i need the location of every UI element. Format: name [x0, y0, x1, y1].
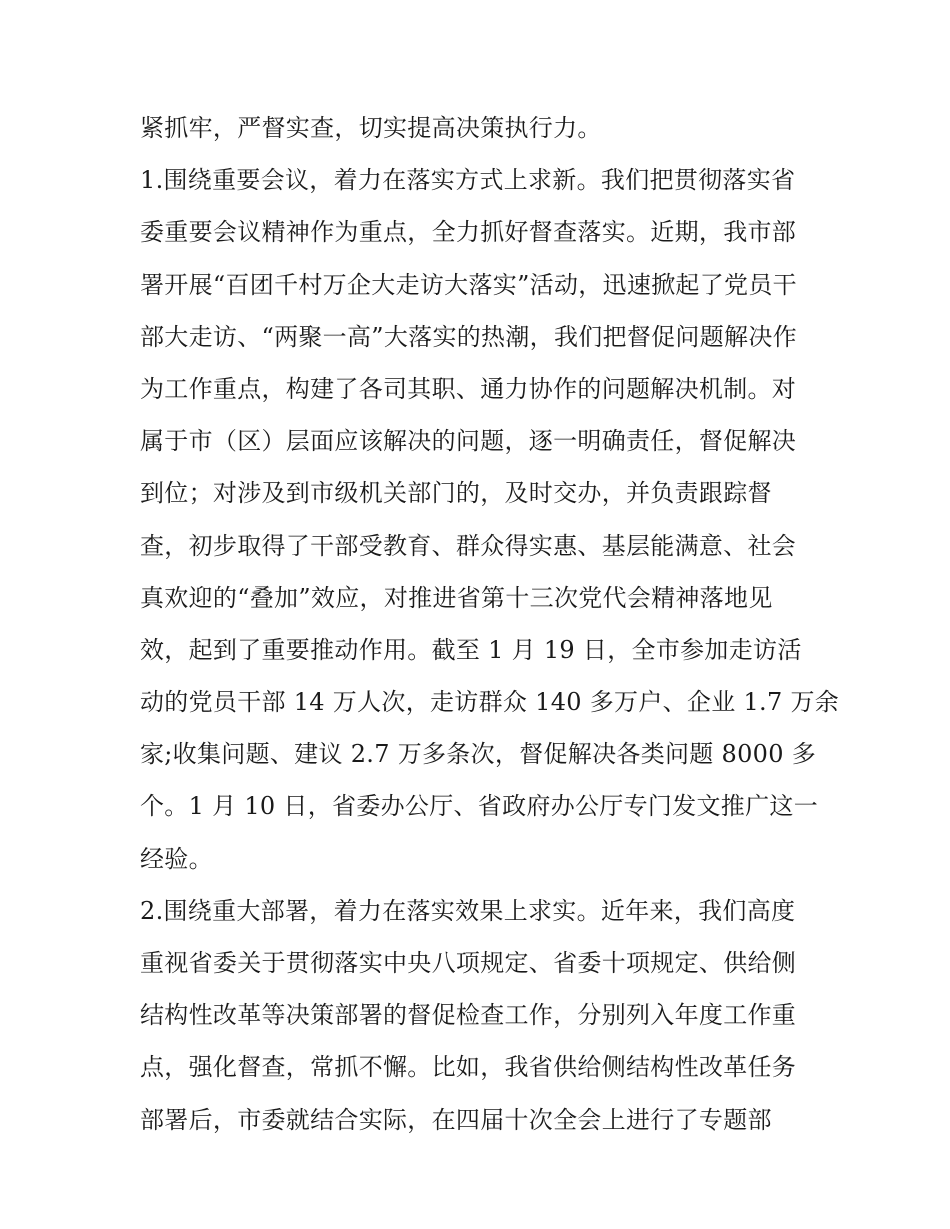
text-line: 为工作重点，构建了各司其职、通力协作的问题解决机制。对: [140, 374, 797, 403]
text-line: 个。1 月 10 日，省委办公厅、省政府办公厅专门发文推广这一: [140, 792, 818, 821]
text-line: 1.围绕重要会议，着力在落实方式上求新。我们把贯彻落实省: [140, 166, 796, 195]
text-line: 经验。: [140, 844, 213, 873]
text-line: 真欢迎的“叠加”效应，对推进省第十三次党代会精神落地见: [140, 583, 773, 612]
text-line: 到位；对涉及到市级机关部门的，及时交办，并负责跟踪督: [140, 479, 772, 508]
text-line: 查，初步取得了干部受教育、群众得实惠、基层能满意、社会: [140, 531, 797, 560]
text-line: 效，起到了重要推动作用。截至 1 月 19 日，全市参加走访活: [140, 635, 802, 664]
text-line: 部署后，市委就结合实际，在四届十次全会上进行了专题部: [140, 1105, 772, 1134]
text-line: 署开展“百团千村万企大走访大落实”活动，迅速掀起了党员干: [140, 270, 797, 299]
text-line: 委重要会议精神作为重点，全力抓好督查落实。近期，我市部: [140, 218, 797, 247]
text-line: 点，强化督查，常抓不懈。比如，我省供给侧结构性改革任务: [140, 1053, 797, 1082]
text-line: 部大走访、“两聚一高”大落实的热潮，我们把督促问题解决作: [140, 322, 797, 351]
text-line: 家;收集问题、建议 2.7 万多条次，督促解决各类问题 8000 多: [140, 740, 817, 769]
text-line: 重视省委关于贯彻落实中央八项规定、省委十项规定、供给侧: [140, 949, 797, 977]
text-line: 2.围绕重大部署，着力在落实效果上求实。近年来，我们高度: [140, 896, 796, 925]
text-line: 紧抓牢，严督实查，切实提高决策执行力。: [140, 114, 602, 142]
text-line: 属于市（区）层面应该解决的问题，逐一明确责任，督促解决: [140, 427, 797, 456]
text-line: 动的党员干部 14 万人次，走访群众 140 多万户、企业 1.7 万余: [140, 688, 840, 717]
text-line: 结构性改革等决策部署的督促检查工作，分别列入年度工作重: [140, 1001, 797, 1030]
body-text: [140, 102, 840, 1146]
